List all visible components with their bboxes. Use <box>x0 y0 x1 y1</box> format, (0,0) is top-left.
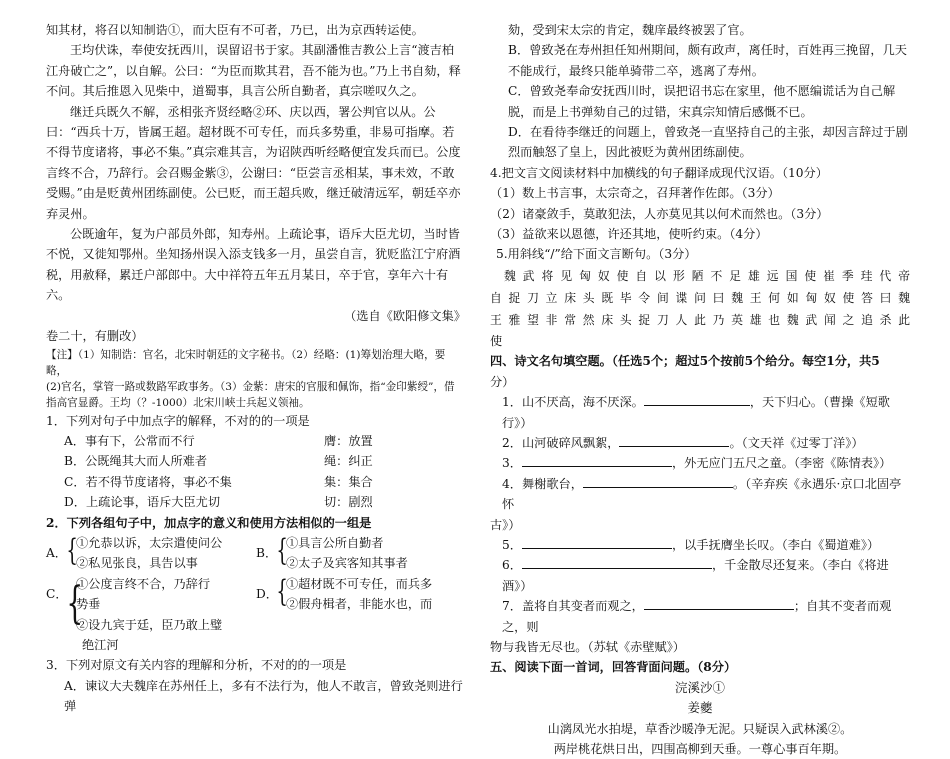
fill-blank[interactable] <box>522 535 672 549</box>
fill-item-1: 1．山不厌高，海不厌深。 ，天下归心。（曹操《短歌行》） <box>490 392 910 433</box>
q3-option-b: B．曾致尧在寿州担任知州期间，颇有政声，离任时，百姓再三挽留，几天不能成行，最终只能单骑带二卒，逃离了寿州。 <box>508 43 907 78</box>
poem-line-2: 两岸桃花烘日出，四围高柳到天垂。一尊心事百年期。 <box>553 742 847 756</box>
para-2: 继迁兵既久不解，丞相张齐贤经略②环、庆以西，署公判官以从。公曰：“西兵十万，皆属王超。超材既不可专任，而兵多势重，非易可指摩。若不得节度诸将，事必不集。”真宗难其言，为诏陕西听经略便宜发兵而已。公度言终不合，乃辞行。会召赐金紫③，公谢曰：“臣尝言丞相某，事未效，不敢受赐。”由是贬黄州团练副使。公已贬，而王超兵败，继迁破清远军，朝廷卒亦弃灵州。 <box>46 104 461 221</box>
question-3: 3．下列对原文有关内容的理解和分析，不对的的一项是 <box>46 658 347 673</box>
q2-row-cd <box>46 574 466 635</box>
fill-item-3: 3． ，外无应门五尺之童。（李密《陈情表》） <box>490 453 910 473</box>
note-line-3: 指高官显爵。王均（？-1000）北宋川峡士兵起义领袖。 <box>46 396 310 409</box>
fill-item-4: 4．舞榭歌台， 。（辛弃疾《永遇乐·京口北固亭怀 <box>490 474 910 515</box>
poem-line-1: 山漓凤光水拍堤，草香沙暖净无泥。只疑误入武林溪②。 <box>547 721 853 736</box>
left-column <box>46 0 466 717</box>
para-3: 公既逾年，复为户部员外郎，知寿州。上疏论事，语斥大臣尤切，当时皆不悦，又徙知鄂州。坐知扬州误入添支钱多一月，虽尝自言，犹贬监江宁府酒税，用赦释，累迁户部郎中。大中祥符五年五月某日，卒于官，享年六十有六。 <box>46 227 461 303</box>
q2-option-b: B． { ①具言公所自勤者 ②太子及宾客知其事者 <box>256 532 408 571</box>
q3-a-continuation: 劾，受到宋太宗的肯定，魏庠最终被罢了官。 <box>508 23 752 37</box>
fill-blank[interactable] <box>522 453 672 467</box>
para-1: 王均伏诛，奉使安抚西川，误留诏书于家。其副潘惟吉教公上言“渡吉柏江舟破亡之”，以自解。公曰：“为臣而欺其君，吾不能为也。”乃上书自劾，释不问。其后推恩入见柴中，道蜀事，具言公所自勤者，真宗嗟叹久之。 <box>46 43 461 99</box>
fill-item-2: 2．山河破碎风飘絮， 。（文天祥《过零丁洋》） <box>490 433 910 453</box>
q1-option-b: B．公既绳其大而人所难者 绳：纠正 <box>64 454 373 469</box>
source-citation-2: 卷二十，有删改） <box>46 329 144 344</box>
fill-blank[interactable] <box>583 474 733 488</box>
fill-item-4-cont: 古》） <box>490 517 521 532</box>
question-4: 4.把文言文阅读材料中加横线的句子翻译成现代汉语。（10分） <box>490 165 828 180</box>
source-citation: （选自《欧阳修文集》 <box>344 308 466 323</box>
q2-row-ab <box>46 533 466 574</box>
fill-blank[interactable] <box>522 555 712 569</box>
q3-option-c: C．曾致尧奉命安抚西川时，误把诏书忘在家里，他不愿编谎话为自己解脱，而是上书弹劾自己的过错，宋真宗知情后感慨不已。 <box>508 84 896 119</box>
q2-option-a: A． { ①允恭以诉，太宗遣使问公 ②私见张良，具告以事 <box>46 532 223 571</box>
fill-blank[interactable] <box>619 433 729 447</box>
section-5-heading: 五、阅读下面一首词，回答背面问题。（8分） <box>490 660 737 675</box>
para-0: 知其材，将召以知制诰①，而大臣有不可者，乃已，出为京西转运使。 <box>46 23 424 37</box>
punctuation-line-2: 自捉刀立床头既毕令间谍问曰魏王何如匈奴使答曰魏 <box>490 290 910 305</box>
question-5: 5.用斜线“/”给下面文言断句。（3分） <box>496 247 697 262</box>
q3-option-a: A．谏议大夫魏庠在苏州任上，多有不法行为，他人不敢言，曾致尧则进行弹 <box>64 678 463 714</box>
fill-item-7-cont: 物与我皆无尽也。（苏轼《赤壁赋》） <box>490 639 685 654</box>
fill-blank[interactable] <box>644 596 794 610</box>
q1-option-d: D．上疏论事，语斥大臣尤切 切：剧烈 <box>64 495 373 510</box>
q2-option-d: D． { ①超材既不可专任，而兵多 ②假舟楫者，非能水也，而 <box>256 573 433 612</box>
q4-item-1: （1）数上书言事，太宗奇之，召拜著作佐郎。（3分） <box>490 186 780 201</box>
q1-option-a: A．事有下，公常而不行 膺：放置 <box>64 433 373 448</box>
section-4-heading-cont: 分） <box>490 374 515 389</box>
note-line-2: (2)官名，掌管一路或数路军政事务。（3）金紫：唐宋的官服和佩饰，指“金印紫绶”，借 <box>46 380 455 393</box>
punctuation-line-3: 王雅望非常然床头捉刀人此乃英雄也魏武闻之追杀此 <box>490 312 910 327</box>
right-column <box>490 0 910 759</box>
poem-title: 浣溪沙① <box>674 679 725 695</box>
q2-option-c: C． { ①公度言终不合，乃辞行 势垂 ②设九宾于廷，臣乃敢上璧 <box>46 576 223 632</box>
q3-option-d: D．在看待李继迁的问题上，曾致尧一直坚持自己的主张，却因言辞过于剧烈而触怒了皇上，因此被贬为黄州团练副使。 <box>508 125 908 160</box>
fill-item-5: 5． ，以手抚膺坐长叹。（李白《蜀道难》） <box>490 535 910 555</box>
punctuation-line-1: 魏武将见匈奴使自以形陋不足雄远国使崔季珪代帝 <box>504 268 910 283</box>
question-1: 1．下列对句子中加点字的解释，不对的的一项是 <box>46 413 310 428</box>
q1-option-c: C．若不得节度诸将，事必不集 集：集合 <box>64 474 373 489</box>
fill-item-7: 7．盖将自其变者而观之， ；自其不变者而观之，则 <box>490 596 910 637</box>
fill-blank[interactable] <box>644 392 750 406</box>
q4-item-3: （3）益欲来以恩德，许还其地，使听约束。（4分） <box>490 227 768 242</box>
fill-item-6: 6． ，千金散尽还复来。（李白《将进酒》） <box>490 555 910 596</box>
q2-c-continuation: 绝江河 <box>82 637 119 652</box>
punctuation-line-4: 使 <box>490 333 503 348</box>
q4-item-2: （2）诸豪敛手，莫敢犯法，人亦莫见其以何术而然也。（3分） <box>490 206 829 221</box>
note-line-1: 【注】（1）知制诰：官名，北宋时朝廷的文字秘书。（2）经略：(1)筹划治理大略，要略， <box>46 348 446 377</box>
question-2: 2．下列各组句子中，加点字的意义和使用方法相似的一组是 <box>46 515 372 530</box>
section-4-heading: 四、诗文名句填空题。（任选5个；超过5个按前5个给分。每空1分，共5 <box>490 354 880 369</box>
poem-author: 姜夔 <box>687 700 713 716</box>
